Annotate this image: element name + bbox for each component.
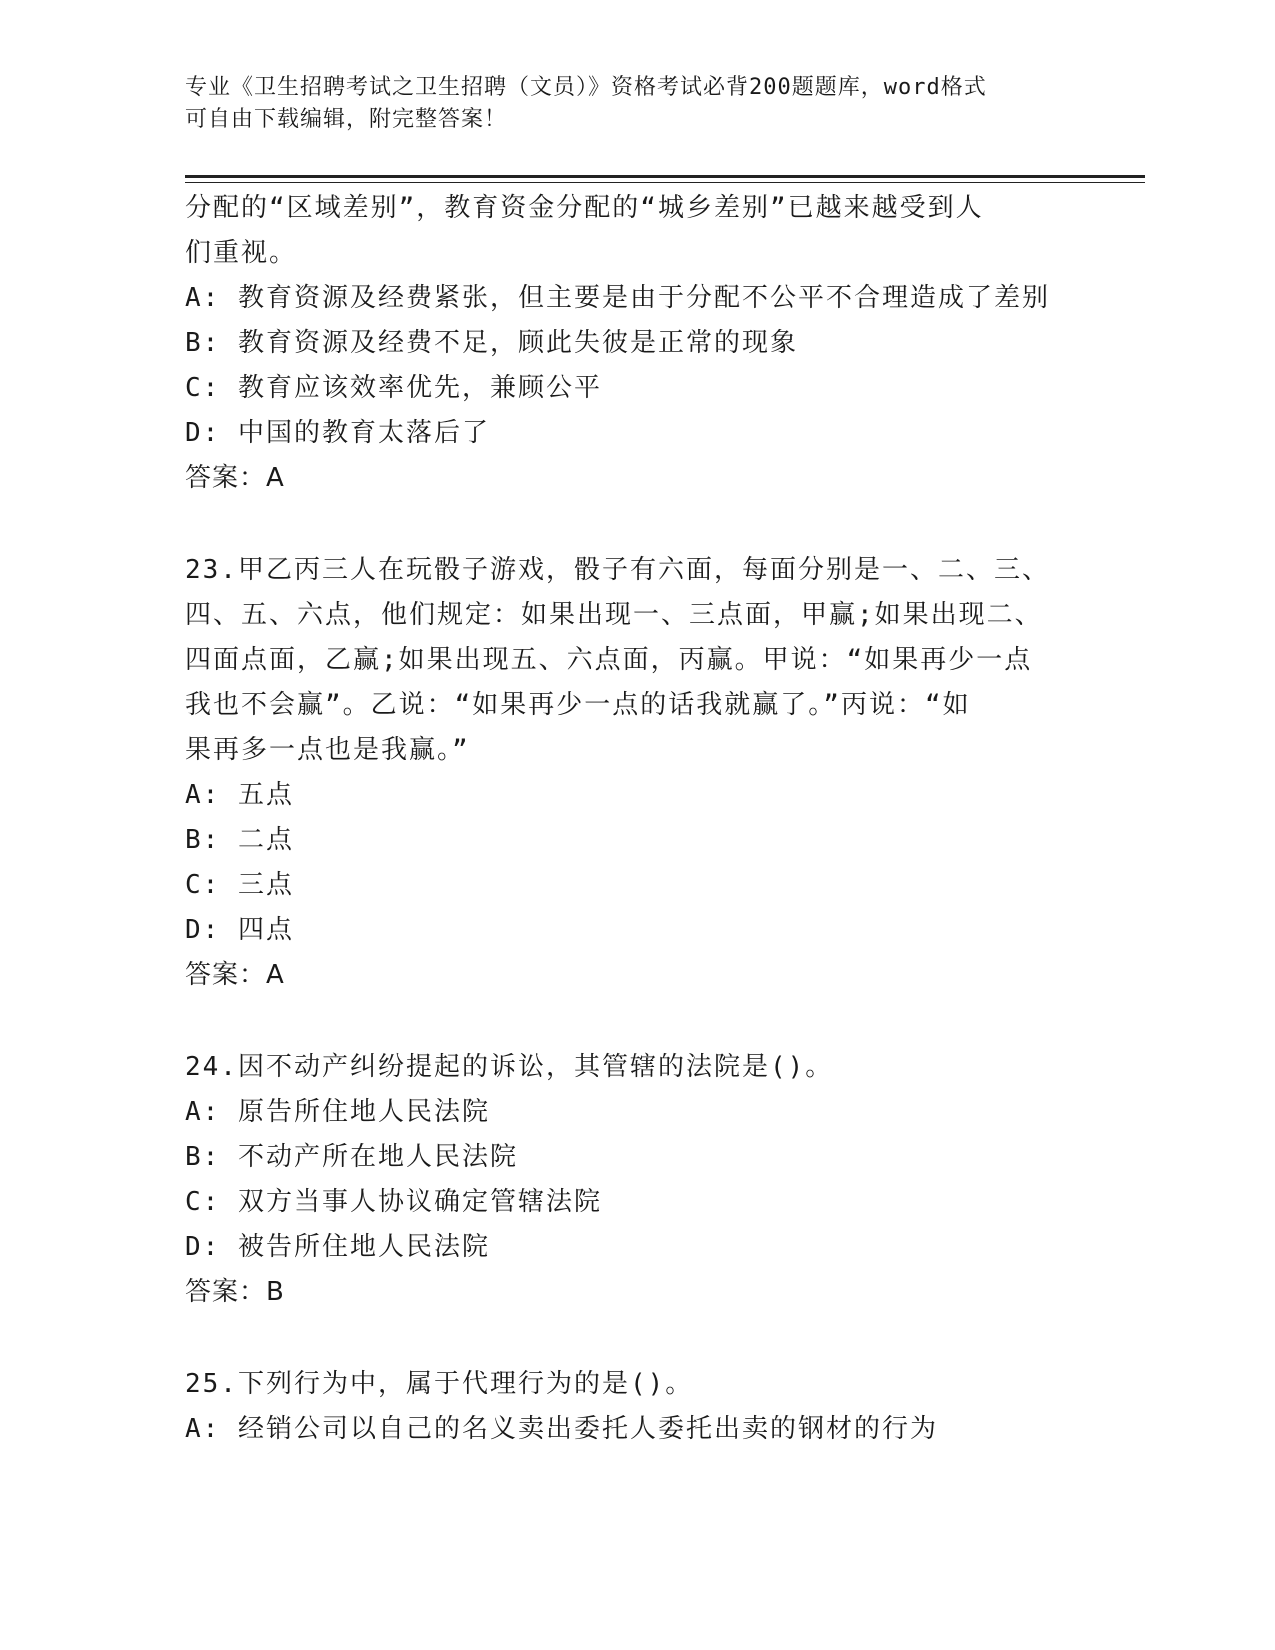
option-a: A: 经销公司以自己的名义卖出委托人委托出卖的钢材的行为 xyxy=(185,1414,938,1444)
answer-line: 答案：B xyxy=(185,1277,285,1307)
option-b: B: 教育资源及经费不足，顾此失彼是正常的现象 xyxy=(185,328,798,358)
option-c: C: 三点 xyxy=(185,870,294,900)
option-c: C: 教育应该效率优先，兼顾公平 xyxy=(185,373,602,403)
option-d: D: 中国的教育太落后了 xyxy=(185,418,490,448)
option-d: D: 四点 xyxy=(185,915,294,945)
question-stem-line: 四面点面，乙赢;如果出现五、六点面，丙赢。甲说：“如果再少一点 xyxy=(185,645,1033,675)
question-stem-line: 24.因不动产纠纷提起的诉讼，其管辖的法院是()。 xyxy=(185,1052,834,1082)
question-25 xyxy=(185,1362,1085,1452)
question-stem-line: 果再多一点也是我赢。” xyxy=(185,735,470,765)
question-stem-line: 分配的“区域差别”，教育资金分配的“城乡差别”已越来越受到人 xyxy=(185,193,984,223)
document-body xyxy=(185,186,1085,1452)
question-23 xyxy=(185,548,1085,998)
header-rule-thin xyxy=(185,182,1145,183)
question-stem-line: 四、五、六点，他们规定：如果出现一、三点面，甲赢;如果出现二、 xyxy=(185,600,1043,630)
option-b: B: 二点 xyxy=(185,825,294,855)
answer-line: 答案：A xyxy=(185,960,285,990)
option-b: B: 不动产所在地人民法院 xyxy=(185,1142,518,1172)
question-stem-line: 25.下列行为中，属于代理行为的是()。 xyxy=(185,1369,694,1399)
option-a: A: 五点 xyxy=(185,780,294,810)
question-24 xyxy=(185,1045,1085,1315)
header-line-1: 专业《卫生招聘考试之卫生招聘（文员）》资格考试必背200题题库，word格式 xyxy=(185,75,987,100)
question-prev xyxy=(185,186,1085,501)
option-a: A: 原告所住地人民法院 xyxy=(185,1097,490,1127)
option-a: A: 教育资源及经费紧张，但主要是由于分配不公平不合理造成了差别 xyxy=(185,283,1050,313)
option-c: C: 双方当事人协议确定管辖法院 xyxy=(185,1187,602,1217)
question-stem-line: 23.甲乙丙三人在玩骰子游戏，骰子有六面，每面分别是一、二、三、 xyxy=(185,555,1050,585)
document-header xyxy=(185,72,1085,136)
question-stem-line: 我也不会赢”。乙说：“如果再少一点的话我就赢了。”丙说：“如 xyxy=(185,690,971,720)
answer-line: 答案：A xyxy=(185,463,285,493)
header-line-2: 可自由下载编辑，附完整答案！ xyxy=(185,107,508,132)
option-d: D: 被告所住地人民法院 xyxy=(185,1232,490,1262)
question-stem-line: 们重视。 xyxy=(185,238,298,268)
header-rule-thick xyxy=(185,175,1145,178)
